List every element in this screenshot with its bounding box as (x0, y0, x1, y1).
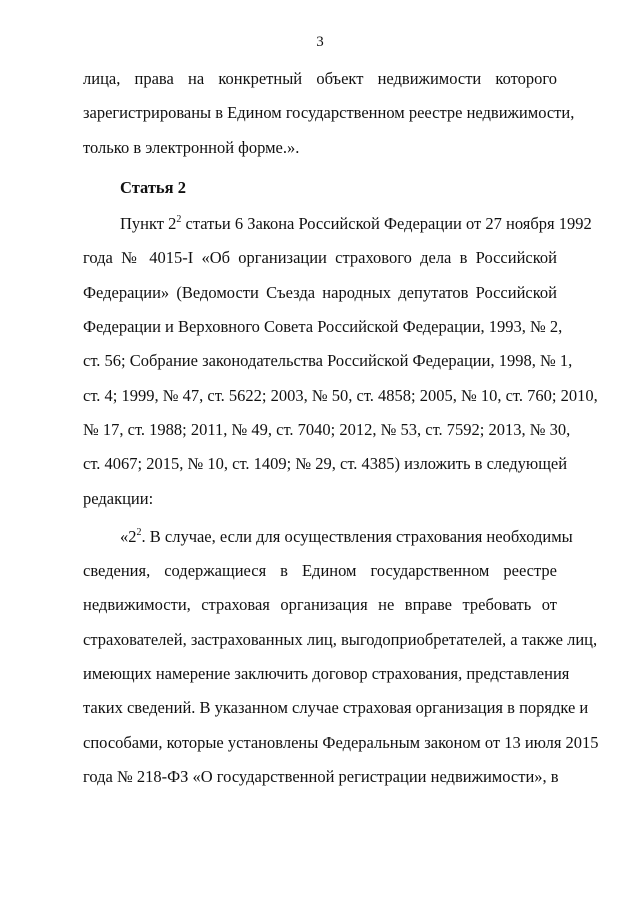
page-number: 3 (316, 34, 324, 50)
superscript: 2 (176, 214, 182, 226)
text-fragment: . В случае, если для осуществления страхования необходимы (141, 526, 573, 546)
text-line: года № 4015-I «Об организации страхового дела в Российской (83, 248, 557, 268)
text-line: зарегистрированы в Едином государственном реестре недвижимости, (83, 103, 575, 123)
text-fragment: Пункт 2 (120, 214, 177, 234)
text-line: недвижимости, страховая организация не вправе требовать от (83, 595, 557, 615)
text-line: ст. 4067; 2015, № 10, ст. 1409; № 29, ст. 4385) изложить в следующей (83, 454, 568, 474)
text-line: ст. 56; Собрание законодательства Российской Федерации, 1998, № 1, (83, 351, 573, 371)
text-line: Федерации и Верховного Совета Российской Федерации, 1993, № 2, (83, 317, 563, 337)
text-fragment: статьи 6 Закона Российской Федерации от 27 ноября 1992 (181, 214, 592, 234)
paragraph-continuation (83, 62, 575, 165)
text-line: года № 218-ФЗ «О государственной регистрации недвижимости», в (83, 766, 559, 786)
text-line: ст. 4; 1999, № 47, ст. 5622; 2003, № 50, ст. 4858; 2005, № 10, ст. 760; 2010, (83, 385, 598, 405)
text-line-first (83, 207, 592, 241)
text-line: таких сведений. В указанном случае страховая организация в порядке и (83, 698, 589, 718)
text-fragment: «2 (120, 526, 137, 546)
text-line: Федерации» (Ведомости Съезда народных депутатов Российской (83, 282, 557, 302)
text-line: страхователей, застрахованных лиц, выгодоприобретателей, а также лиц, (83, 629, 598, 649)
text-line: редакции: (83, 488, 154, 508)
text-line: только в электронной форме.». (83, 137, 300, 157)
text-line: сведения, содержащиеся в Едином государственном реестре (83, 561, 557, 581)
document-body (83, 62, 599, 794)
article-heading: Статья 2 (120, 177, 186, 197)
text-line: имеющих намерение заключить договор страхования, представления (83, 664, 570, 684)
text-line: лица, права на конкретный объект недвижимости которого (83, 69, 557, 88)
paragraph-new-wording (83, 520, 599, 794)
superscript: 2 (136, 526, 142, 538)
text-line: способами, которые установлены Федеральным законом от 13 июля 2015 (83, 732, 599, 752)
text-line-first (83, 520, 573, 554)
paragraph-amendment (83, 207, 598, 516)
text-line: № 17, ст. 1988; 2011, № 49, ст. 7040; 2012, № 53, ст. 7592; 2013, № 30, (83, 419, 571, 439)
